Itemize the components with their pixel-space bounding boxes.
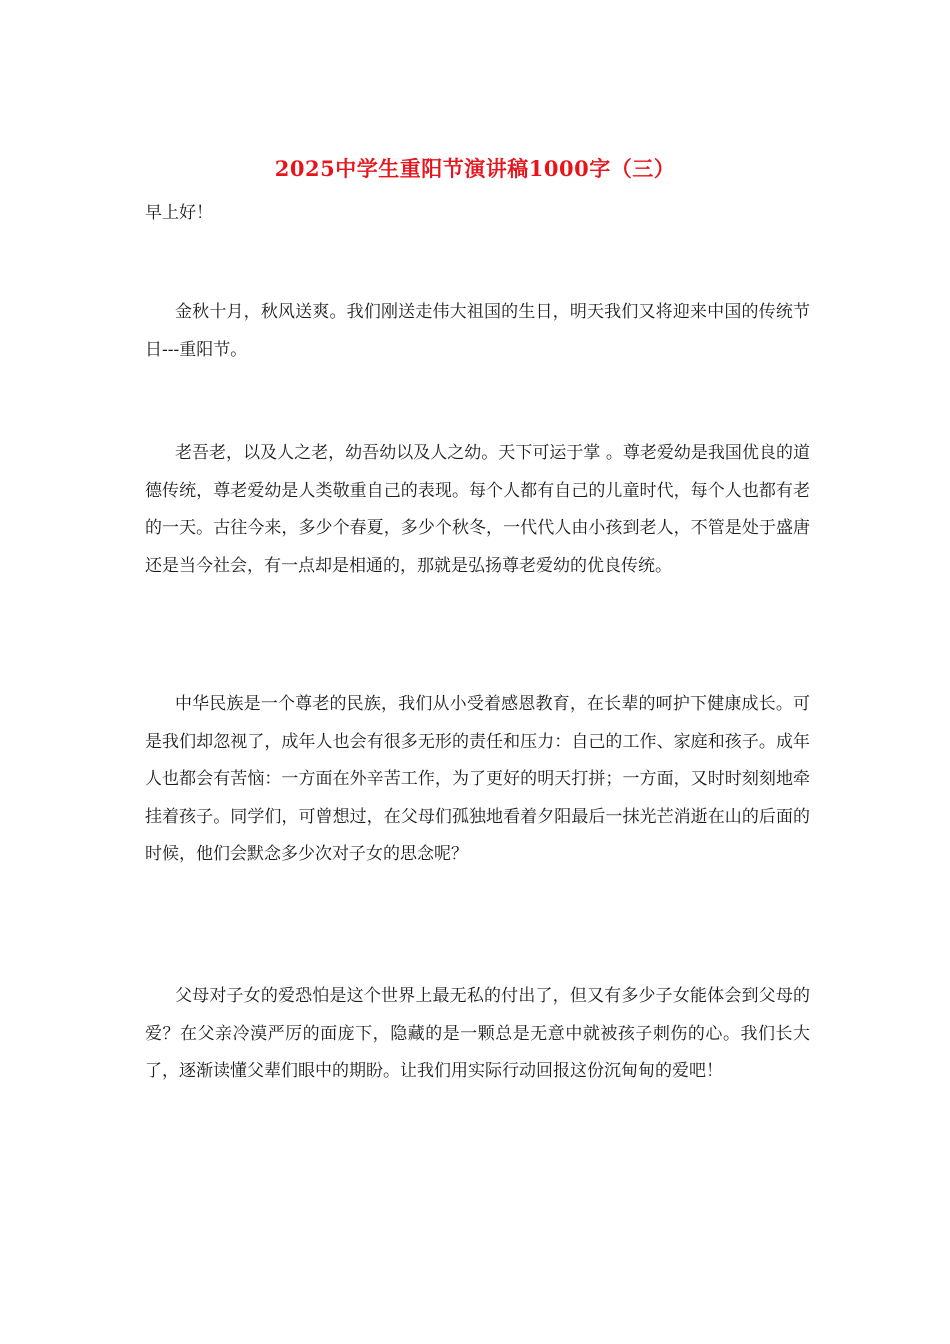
paragraph-1: 金秋十月，秋风送爽。我们刚送走伟大祖国的生日，明天我们又将迎来中国的传统节日---重阳节。 (145, 302, 810, 360)
paragraph-2: 老吾老，以及人之老，幼吾幼以及人之幼。天下可运于掌 。尊老爱幼是我国优良的道德传统，尊老爱幼是人类敬重自己的表现。每个人都有自己的儿童时代，每个人也都有老的一天。古往今来，多少个春夏，多少个秋冬，一代代人由小孩到老人，不管是处于盛唐还是当今社会，有一点却是相通的，那就是弘扬尊老爱幼的优良传统。 (145, 443, 810, 576)
document-title: 2025中学生重阳节演讲稿1000字（三） (274, 156, 676, 181)
paragraph-4: 父母对子女的爱恐怕是这个世界上最无私的付出了，但又有多少子女能体会到父母的爱？在父亲冷漠严厉的面庞下，隐藏的是一颗总是无意中就被孩子刺伤的心。我们长大了，逐渐读懂父辈们眼中的期盼。让我们用实际行动回报这份沉甸甸的爱吧！ (145, 986, 810, 1081)
greeting-line: 早上好！ (145, 203, 213, 223)
paragraph-3: 中华民族是一个尊老的民族，我们从小受着感恩教育，在长辈的呵护下健康成长。可是我们却忽视了，成年人也会有很多无形的责任和压力：自己的工作、家庭和孩子。成年人也都会有苦恼：一方面在外辛苦工作，为了更好的明天打拼；一方面，又时时刻刻地牵挂着孩子。同学们，可曾想过，在父母们孤独地看着夕阳最后一抹光芒消逝在山的后面的时候，他们会默念多少次对子女的思念呢？ (145, 694, 810, 864)
